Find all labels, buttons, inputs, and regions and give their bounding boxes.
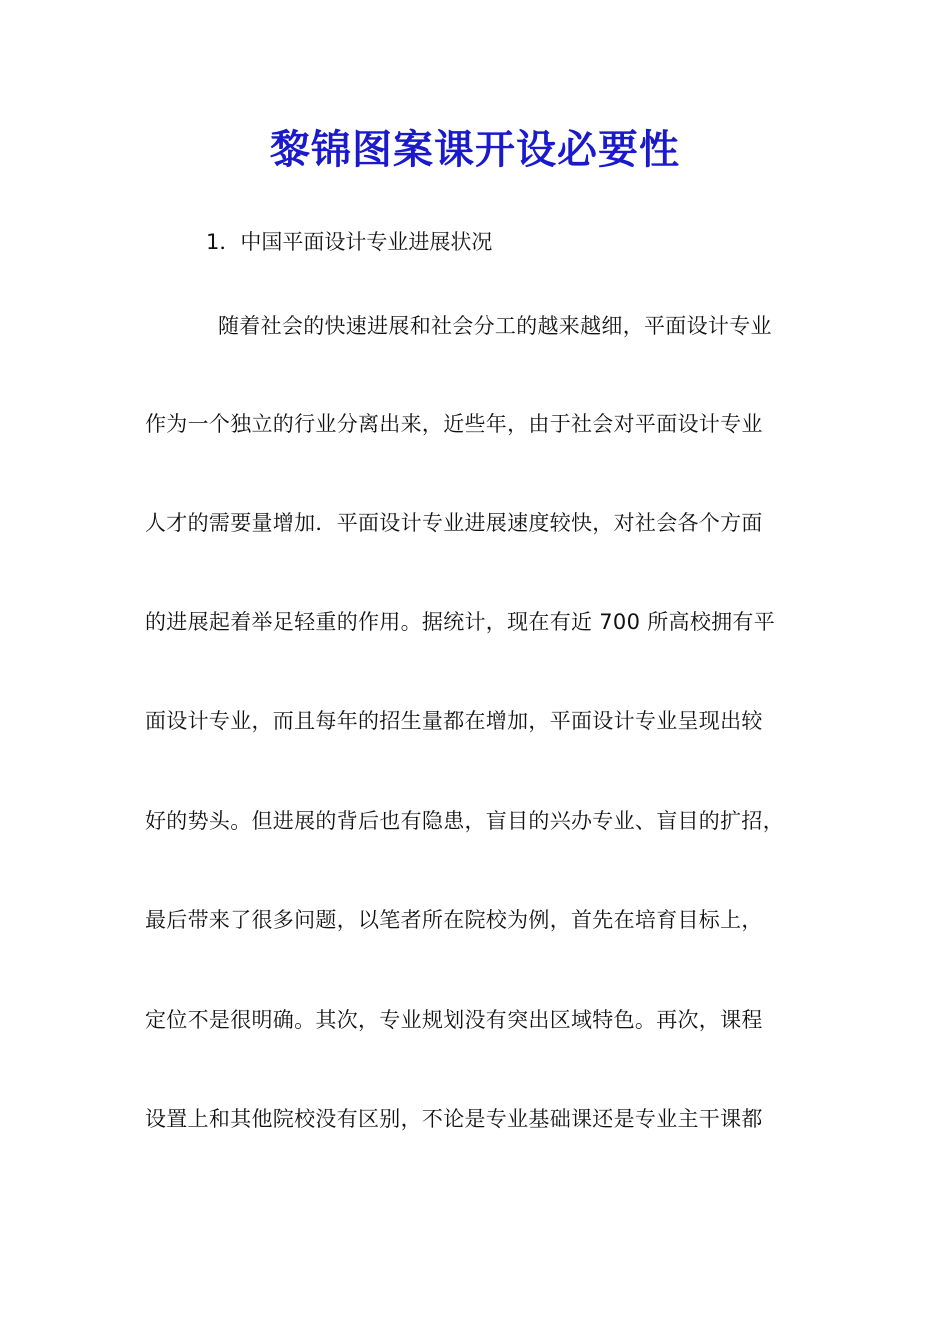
paragraph-line: 面设计专业，而且每年的招生量都在增加，平面设计专业呈现出较 — [145, 709, 763, 733]
paragraph-line: 定位不是很明确。其次，专业规划没有突出区域特色。再次，课程 — [145, 1008, 763, 1032]
paragraph-line: 设置上和其他院校没有区别，不论是专业基础课还是专业主干课都 — [145, 1107, 763, 1131]
paragraph-line: 的进展起着举足轻重的作用。据统计，现在有近 700 所高校拥有平 — [145, 610, 776, 634]
paragraph-line: 人才的需要量增加．平面设计专业进展速度较快，对社会各个方面 — [145, 511, 763, 535]
paragraph-line: 随着社会的快速进展和社会分工的越来越细，平面设计专业 — [218, 314, 772, 338]
paragraph-line: 作为一个独立的行业分离出来，近些年，由于社会对平面设计专业 — [145, 412, 763, 436]
paragraph-line: 最后带来了很多问题，以笔者所在院校为例，首先在培育目标上， — [145, 908, 763, 932]
section-heading: 1．中国平面设计专业进展状况 — [206, 230, 493, 254]
paragraph-line: 好的势头。但进展的背后也有隐患，盲目的兴办专业、盲目的扩招， — [145, 809, 784, 833]
document-title: 黎锦图案课开设必要性 — [270, 127, 680, 173]
